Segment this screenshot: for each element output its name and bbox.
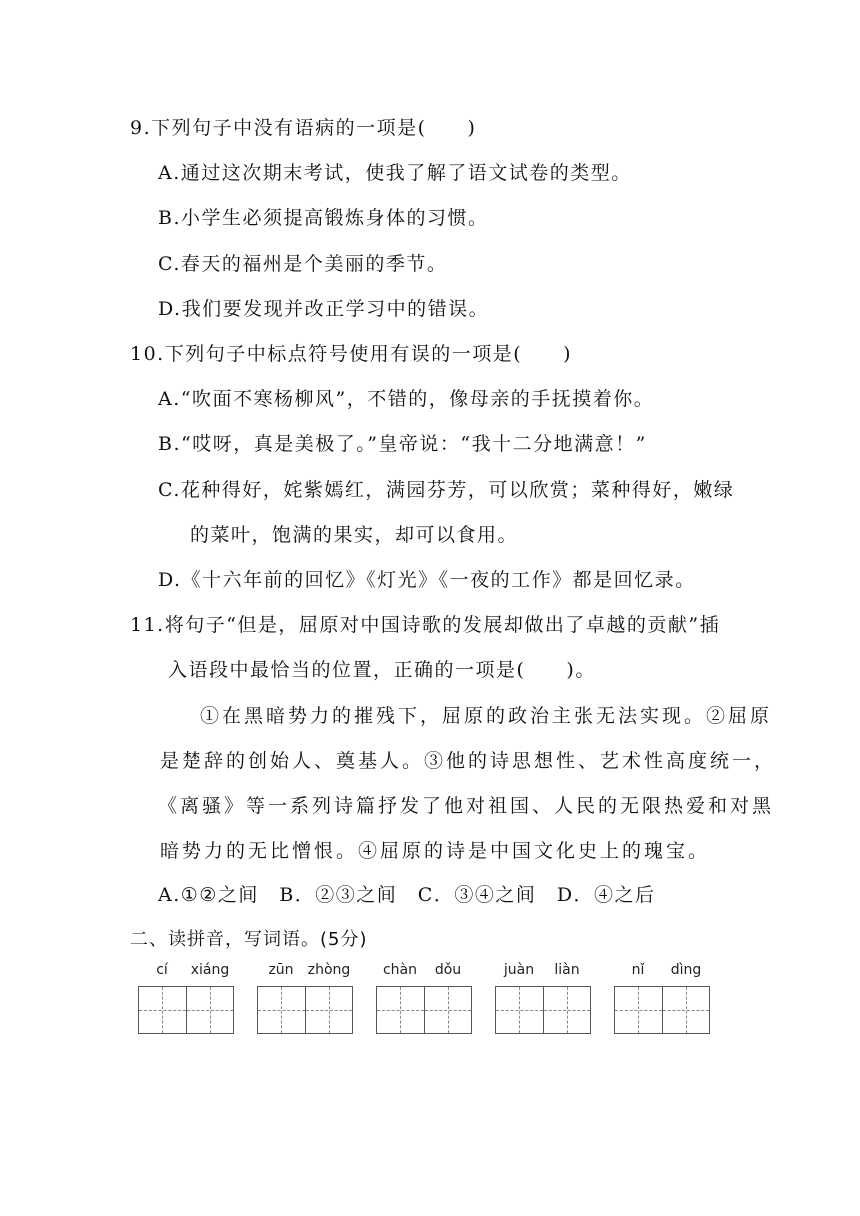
q11-passage-line2: 是楚辞的创始人、奠基人。③他的诗思想性、艺术性高度统一， xyxy=(160,750,777,772)
pinyin-group-3 xyxy=(376,962,476,1042)
pinyin-label: juàn xyxy=(503,962,535,978)
tianzige-grid[interactable] xyxy=(614,986,710,1034)
tianzige-grid[interactable] xyxy=(376,986,472,1034)
q10-option-c-cont: 的菜叶，饱满的果实，却可以食用。 xyxy=(190,524,519,546)
write-cell[interactable] xyxy=(186,987,233,1033)
pinyin-label: dǒu xyxy=(434,962,462,978)
write-cell[interactable] xyxy=(615,987,662,1033)
write-cell[interactable] xyxy=(662,987,709,1033)
write-cell[interactable] xyxy=(305,987,352,1033)
section-2-title: 二、读拼音，写词语。(5分) xyxy=(130,929,368,950)
pinyin-group-2 xyxy=(257,962,357,1042)
q10-option-b: B.“哎呀，真是美极了。”皇帝说：“我十二分地满意！” xyxy=(158,433,647,455)
q9-option-c: C.春天的福州是个美丽的季节。 xyxy=(158,253,448,275)
q11-options: A.①②之间 B．②③之间 C．③④之间 D．④之后 xyxy=(158,884,656,906)
tianzige-grid[interactable] xyxy=(495,986,591,1034)
q9-option-d: D.我们要发现并改正学习中的错误。 xyxy=(158,298,490,320)
pinyin-label: zhòng xyxy=(307,962,351,978)
pinyin-label: zūn xyxy=(268,962,294,978)
pinyin-label: liàn xyxy=(554,962,580,978)
pinyin-group-4 xyxy=(495,962,595,1042)
write-cell[interactable] xyxy=(377,987,424,1033)
write-cell[interactable] xyxy=(496,987,543,1033)
tianzige-grid[interactable] xyxy=(138,986,234,1034)
write-cell[interactable] xyxy=(258,987,305,1033)
pinyin-label: chàn xyxy=(382,962,418,978)
q11-stem-line2: 入语段中最恰当的位置，正确的一项是( )。 xyxy=(168,659,596,681)
write-cell[interactable] xyxy=(543,987,590,1033)
pinyin-label: xiáng xyxy=(190,962,230,978)
write-cell[interactable] xyxy=(424,987,471,1033)
q10-option-d: D.《十六年前的回忆》《灯光》《一夜的工作》都是回忆录。 xyxy=(158,569,696,591)
tianzige-grid[interactable] xyxy=(257,986,353,1034)
write-cell[interactable] xyxy=(139,987,186,1033)
q9-stem: 9.下列句子中没有语病的一项是( ) xyxy=(130,117,477,139)
pinyin-label: dìng xyxy=(670,962,702,978)
pinyin-label: nǐ xyxy=(631,962,645,978)
q10-option-c: C.花种得好，姹紫嫣红，满园芬芳，可以欣赏；菜种得好，嫩绿 xyxy=(158,479,735,501)
pinyin-label: cí xyxy=(156,962,168,978)
q11-passage-line3: 《离骚》等一系列诗篇抒发了他对祖国、人民的无限热爱和对黑 xyxy=(158,795,775,817)
q11-passage-line1: ①在黑暗势力的摧残下，屈原的政治主张无法实现。②屈原 xyxy=(200,705,773,727)
pinyin-group-1 xyxy=(138,962,238,1042)
q9-option-b: B.小学生必须提高锻炼身体的习惯。 xyxy=(158,207,489,229)
q9-option-a: A.通过这次期末考试，使我了解了语文试卷的类型。 xyxy=(158,162,632,184)
q11-passage-line4: 暗势力的无比憎恨。④屈原的诗是中国文化史上的瑰宝。 xyxy=(160,840,711,862)
q10-option-a: A.“吹面不寒杨柳风”，不错的，像母亲的手抚摸着你。 xyxy=(158,388,655,410)
pinyin-group-5 xyxy=(614,962,714,1042)
q11-stem-line1: 11.将句子“但是，屈原对中国诗歌的发展却做出了卓越的贡献”插 xyxy=(130,614,721,636)
q10-stem: 10.下列句子中标点符号使用有误的一项是( ) xyxy=(130,343,573,365)
